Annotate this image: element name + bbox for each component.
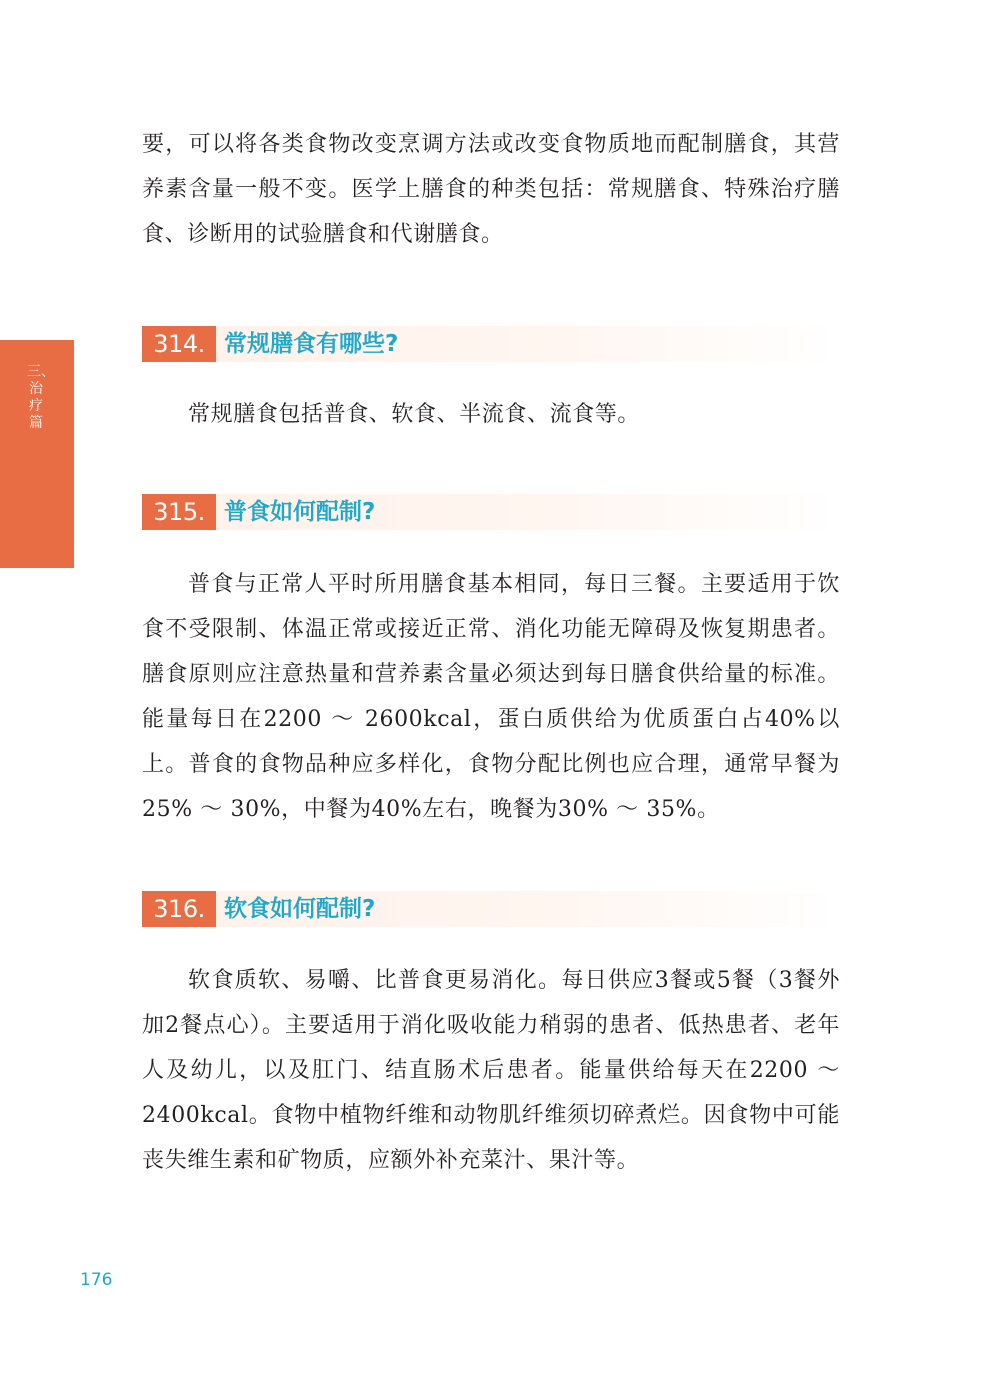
section-title-314: 常规膳食有哪些?	[224, 331, 399, 357]
section-body-314: 常规膳食包括普食、软食、半流食、流食等。	[188, 402, 641, 427]
section-body-315: 普食与正常人平时所用膳食基本相同，每日三餐。主要适用于饮食不受限制、体温正常或接近正常、消化功能无障碍及恢复期患者。膳食原则应注意热量和营养素含量必须达到每日膳食供给量的标准。能量每日在2200 ～ 2600kcal，蛋白质供给为优质蛋白占40%以上。普食的食物品种应多样化，食物分配比例也应合理，通常早餐为25% ～ 30%，中餐为40%左右，晚餐为30% ～ 35%。	[142, 572, 840, 822]
section-heading-314	[142, 326, 840, 362]
section-number-316: 316.	[142, 891, 216, 927]
page-number: 176	[80, 1270, 113, 1290]
page-content	[142, 122, 840, 1183]
section-title-315: 普食如何配制?	[224, 499, 376, 525]
section-number-315: 315.	[142, 494, 216, 530]
section-body-316: 软食质软、易嚼、比普食更易消化。每日供应3餐或5餐（3餐外加2餐点心）。主要适用于消化吸收能力稍弱的患者、低热患者、老年人及幼儿，以及肛门、结直肠术后患者。能量供给每天在2200 ～ 2400kcal。食物中植物纤维和动物肌纤维须切碎煮烂。因食物中可能丧失维生素和矿物质，应额外补充菜汁、果汁等。	[142, 968, 840, 1173]
chapter-side-tab-label: 三、治疗篇	[27, 364, 55, 431]
section-number-314: 314.	[142, 326, 216, 362]
section-heading-315	[142, 494, 840, 530]
intro-paragraph: 要，可以将各类食物改变烹调方法或改变食物质地而配制膳食，其营养素含量一般不变。医学上膳食的种类包括：常规膳食、特殊治疗膳食、诊断用的试验膳食和代谢膳食。	[142, 132, 840, 247]
section-title-316: 软食如何配制?	[224, 896, 376, 922]
chapter-side-tab	[0, 340, 74, 568]
section-heading-316	[142, 891, 840, 927]
